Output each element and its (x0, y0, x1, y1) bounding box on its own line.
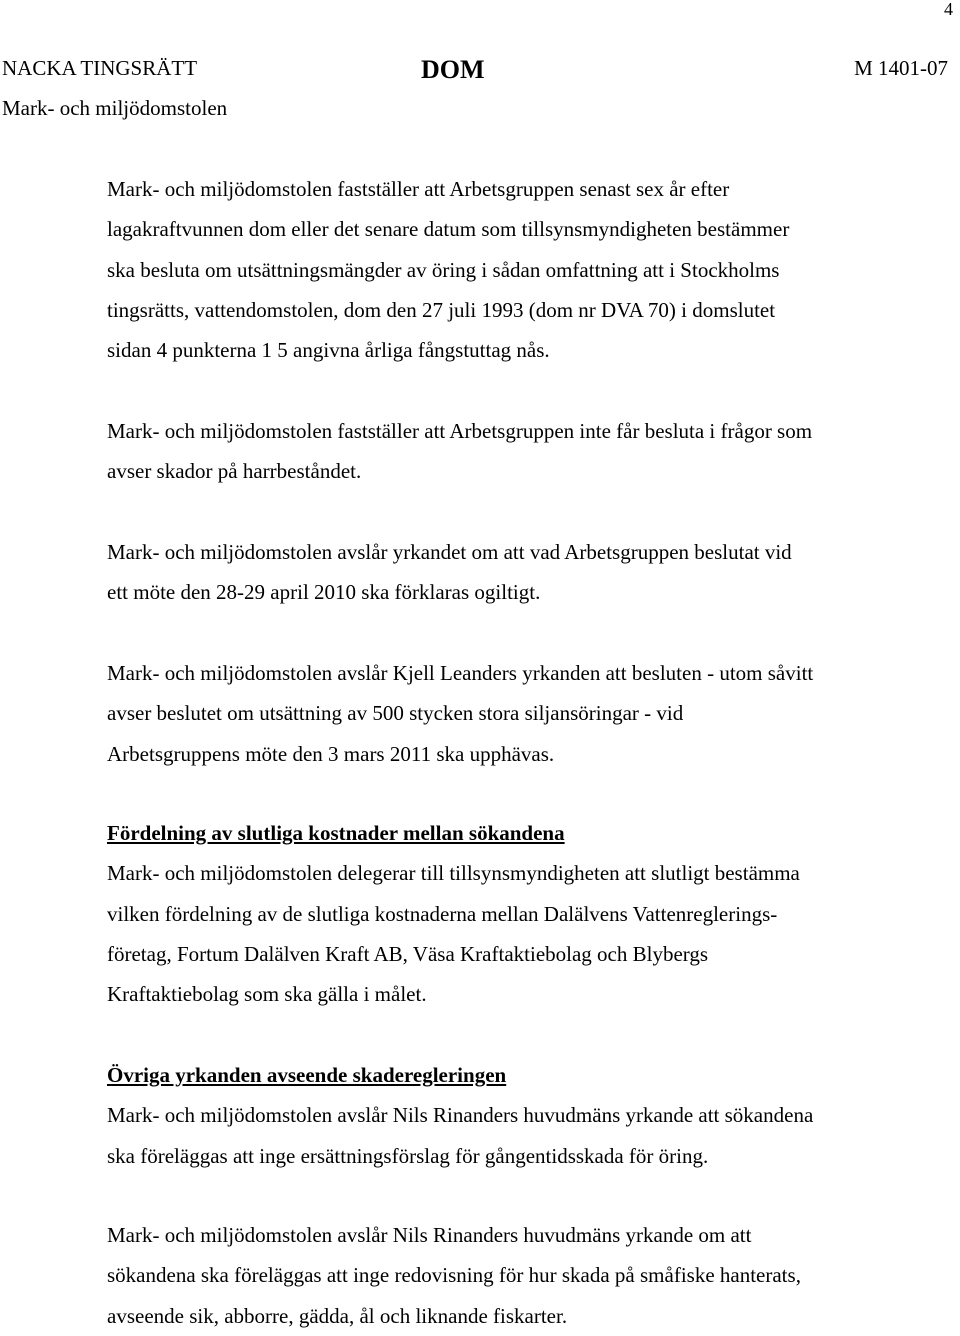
paragraph-line: sidan 4 punkterna 1 5 angivna årliga fångstuttag nås. (107, 338, 550, 363)
paragraph-line: sökandena ska föreläggas att inge redovisning för hur skada på småfiske hanterats, (107, 1263, 801, 1288)
court-name: NACKA TINGSRÄTT (2, 56, 198, 80)
paragraph-line: Mark- och miljödomstolen fastställer att Arbetsgruppen inte får besluta i frågor som (107, 419, 813, 443)
case-number: M 1401-07 (854, 56, 948, 80)
paragraph-line: Mark- och miljödomstolen avslår Kjell Leanders yrkanden att besluten - utom såvitt (107, 661, 814, 685)
division-name: Mark- och miljödomstolen (2, 96, 228, 120)
paragraph-line: Arbetsgruppens möte den 3 mars 2011 ska upphävas. (107, 741, 555, 766)
page-number: 4 (944, 0, 953, 19)
paragraph-line: Kraftaktiebolag som ska gälla i målet. (107, 982, 427, 1007)
section-other-claims (107, 1055, 813, 1176)
paragraph-line: företag, Fortum Dalälven Kraft AB, Väsa Kraftaktiebolag och Blybergs (107, 941, 709, 966)
ruling-paragraph-grayling (107, 411, 812, 492)
paragraph-line: ska besluta om utsättningsmängder av öring i sådan omfattning att i Stockholms (107, 257, 780, 282)
paragraph-line: avser beslutet om utsättning av 500 stycken stora siljansöringar - vid (107, 701, 684, 726)
ruling-paragraph-meeting-2011 (107, 653, 813, 774)
paragraph-line: avser skador på harrbeståndet. (107, 459, 362, 484)
ruling-paragraph-catch-quota (107, 169, 789, 370)
paragraph-line: tingsrätts, vattendomstolen, dom den 27 juli 1993 (dom nr DVA 70) i domslutet (107, 297, 776, 322)
paragraph-line: avseende sik, abborre, gädda, ål och liknande fiskarter. (107, 1303, 568, 1328)
section-cost-allocation (107, 813, 800, 1014)
ruling-paragraph-meeting-2010 (107, 532, 792, 613)
paragraph-line: vilken fördelning av de slutliga kostnaderna mellan Dalälvens Vattenreglerings- (107, 901, 778, 926)
section-heading: Fördelning av slutliga kostnader mellan sökandena (107, 821, 565, 845)
paragraph-line: Mark- och miljödomstolen avslår Nils Rinanders huvudmäns yrkande att sökandena (107, 1103, 814, 1128)
section-heading: Övriga yrkanden avseende skaderegleringen (107, 1063, 507, 1087)
paragraph-line: Mark- och miljödomstolen avslår yrkandet om att vad Arbetsgruppen beslutat vid (107, 540, 792, 564)
ruling-paragraph-small-fishing (107, 1215, 801, 1336)
paragraph-line: Mark- och miljödomstolen delegerar till tillsynsmyndigheten att slutligt bestämma (107, 861, 800, 886)
document-type: DOM (421, 55, 485, 84)
paragraph-line: Mark- och miljödomstolen fastställer att Arbetsgruppen senast sex år efter (107, 177, 730, 201)
paragraph-line: ett möte den 28-29 april 2010 ska förklaras ogiltigt. (107, 580, 541, 605)
paragraph-line: Mark- och miljödomstolen avslår Nils Rinanders huvudmäns yrkande om att (107, 1223, 752, 1247)
paragraph-line: lagakraftvunnen dom eller det senare datum som tillsynsmyndigheten bestämmer (107, 217, 790, 242)
paragraph-line: ska föreläggas att inge ersättningsförslag för gångentidsskada för öring. (107, 1143, 709, 1168)
